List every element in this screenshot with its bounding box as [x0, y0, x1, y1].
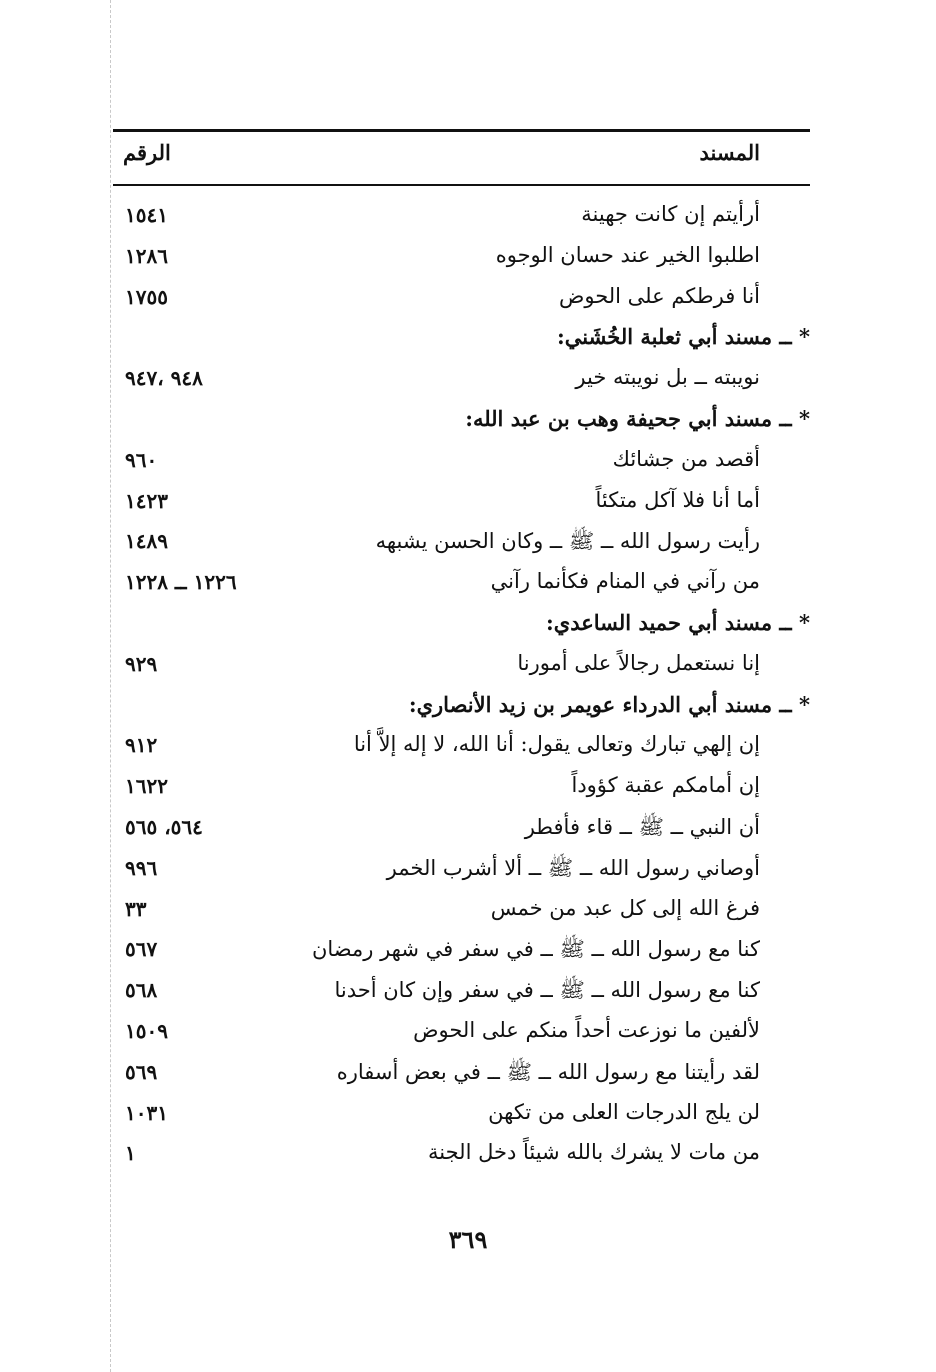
index-list: [113, 199, 810, 1178]
section-heading-row: [113, 689, 810, 730]
header-rule: [113, 184, 810, 186]
entry-number: ٥٦٩: [125, 1059, 158, 1084]
entry-number: ٥٦٤، ٥٦٥: [125, 814, 203, 839]
top-rule: [113, 129, 810, 132]
index-entry-row: [113, 933, 810, 974]
index-entry-row: [113, 770, 810, 811]
entry-text: إنا نستعمل رجالاً على أمورنا: [517, 650, 760, 675]
entry-number: ٩٢٩: [125, 651, 158, 676]
index-entry-row: [113, 199, 810, 240]
entry-number: ٣٣: [125, 896, 147, 921]
index-entry-row: [113, 281, 810, 322]
entry-number: ٥٦٨: [125, 978, 158, 1003]
index-entry-row: [113, 648, 810, 689]
index-entry-row: [113, 811, 810, 852]
section-heading: * ــ مسند أبي ثعلبة الخُشَني:: [556, 324, 810, 350]
entry-text: أقصد من جشائك: [612, 446, 760, 471]
entry-number: ٩٦٠: [125, 447, 158, 472]
entry-number: ١: [125, 1141, 136, 1166]
entry-text: لألفين ما نوزعت أحداً منكم على الحوض: [413, 1017, 760, 1042]
entry-text: فرغ الله إلى كل عبد من خمس: [490, 895, 760, 920]
section-heading-row: [113, 607, 810, 648]
entry-text: أرأيتم إن كانت جهينة: [581, 202, 760, 226]
index-entry-row: [113, 444, 810, 485]
entry-number: ٩٩٦: [125, 855, 158, 880]
entry-number: ١٢٢٦ ــ ١٢٢٨: [125, 570, 237, 595]
entry-text: أن النبي ــ ﷺ ــ قاء فأفطر: [524, 814, 760, 839]
entry-number: ١٥٤١: [125, 203, 168, 227]
entry-text: أما أنا فلا آكل متكئاً: [595, 487, 760, 512]
entry-number: ١٤٨٩: [125, 529, 168, 554]
entry-number: ١٢٨٦: [125, 243, 168, 268]
column-header-musnad: المسند: [699, 140, 760, 165]
index-entry-row: [113, 1137, 810, 1178]
entry-number: ٩٤٨ ،٩٤٧: [125, 366, 203, 391]
section-heading: * ــ مسند أبي حميد الساعدي:: [546, 609, 810, 635]
entry-text: نويبته ــ بل نويبته خير: [575, 365, 760, 390]
entry-text: إن إلهي تبارك وتعالى يقول: أنا الله، لا إله إلاَّ أنا: [353, 732, 760, 757]
section-heading: * ــ مسند أبي الدرداء عويمر بن زيد الأنصاري:: [408, 691, 810, 717]
entry-text: اطلبوا الخير عند حسان الوجوه: [495, 242, 760, 267]
entry-text: من رآني في المنام فكأنما رآني: [490, 569, 760, 594]
section-heading-row: [113, 403, 810, 444]
section-heading-row: [113, 321, 810, 362]
entry-text: كنا مع رسول الله ــ ﷺ ــ في سفر وإن كان أحدنا: [334, 978, 760, 1003]
entry-number: ١٦٢٢: [125, 774, 168, 799]
entry-number: ١٧٥٥: [125, 284, 168, 309]
entry-text: لن يلج الدرجات العلى من تكهن: [488, 1099, 760, 1124]
binding-edge: [110, 0, 111, 1372]
index-entry-row: [113, 974, 810, 1015]
entry-text: لقد رأيتنا مع رسول الله ــ ﷺ ــ في بعض أسفاره: [336, 1059, 760, 1084]
entry-number: ١٥٠٩: [125, 1018, 168, 1043]
index-entry-row: [113, 852, 810, 893]
entry-text: أنا فرطكم على الحوض: [558, 283, 760, 308]
index-entry-row: [113, 893, 810, 934]
index-entry-row: [113, 1056, 810, 1097]
index-entry-row: [113, 362, 810, 403]
index-entry-row: [113, 525, 810, 566]
entry-text: من مات لا يشرك بالله شيئاً دخل الجنة: [428, 1140, 760, 1165]
index-entry-row: [113, 240, 810, 281]
index-entry-row: [113, 1015, 810, 1056]
entry-number: ١٠٣١: [125, 1100, 168, 1125]
entry-number: ٩١٢: [125, 733, 158, 758]
page-number: ٣٦٩: [448, 1225, 488, 1254]
entry-text: كنا مع رسول الله ــ ﷺ ــ في سفر في شهر رمضان: [311, 937, 760, 962]
index-entry-row: [113, 485, 810, 526]
section-heading: * ــ مسند أبي جحيفة وهب بن عبد الله:: [465, 405, 810, 431]
entry-text: رأيت رسول الله ــ ﷺ ــ وكان الحسن يشبهه: [375, 529, 760, 554]
index-entry-row: [113, 566, 810, 607]
entry-text: أوصاني رسول الله ــ ﷺ ــ ألا أشرب الخمر: [386, 855, 760, 880]
index-entry-row: [113, 729, 810, 770]
entry-number: ١٤٢٣: [125, 488, 168, 513]
column-header-number: الرقم: [123, 140, 171, 165]
entry-number: ٥٦٧: [125, 937, 158, 962]
entry-text: إن أمامكم عقبة كؤوداً: [571, 773, 760, 798]
index-entry-row: [113, 1097, 810, 1138]
